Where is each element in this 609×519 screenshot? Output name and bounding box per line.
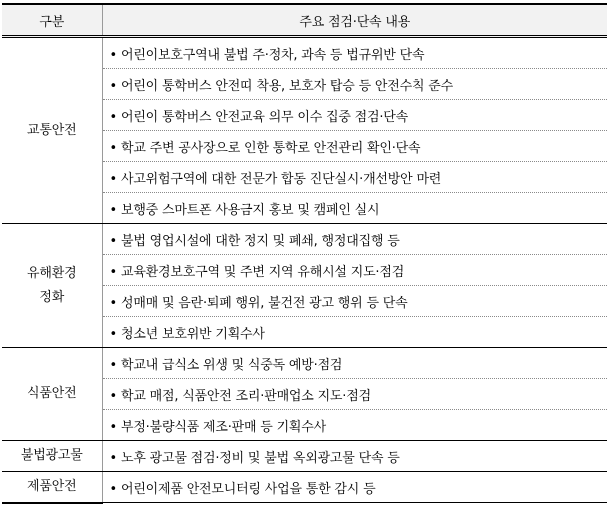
item-cell bbox=[102, 348, 607, 379]
inspection-table bbox=[2, 3, 607, 504]
bullet-icon: • bbox=[109, 109, 117, 125]
category-label: 정화 bbox=[39, 289, 65, 305]
item-cell bbox=[102, 472, 607, 503]
table-row bbox=[2, 348, 607, 379]
item-text: 학교내 급식소 위생 및 식중독 예방·점검 bbox=[120, 357, 343, 373]
category-label: 식품안전 bbox=[27, 386, 77, 401]
item-cell bbox=[102, 379, 607, 410]
item-cell bbox=[102, 317, 607, 348]
header-row bbox=[2, 4, 607, 37]
bullet-icon: • bbox=[109, 233, 117, 249]
bullet-icon: • bbox=[109, 388, 117, 404]
bullet-icon: • bbox=[109, 140, 117, 156]
item-text: 보행중 스마트폰 사용금지 홍보 및 캠페인 실시 bbox=[120, 202, 380, 218]
bullet-icon: • bbox=[109, 78, 117, 94]
item-cell bbox=[102, 224, 607, 255]
bullet-icon: • bbox=[109, 171, 117, 187]
header-category: 구분 bbox=[2, 4, 102, 37]
item-cell bbox=[102, 69, 607, 100]
category-label: 유해환경 bbox=[27, 265, 77, 281]
category-cell bbox=[2, 37, 102, 224]
item-text: 학교 주변 공사장으로 인한 통학로 안전관리 확인·단속 bbox=[120, 140, 421, 156]
category-cell bbox=[2, 472, 102, 503]
item-text: 불법 영업시설에 대한 정지 및 폐쇄, 행정대집행 등 bbox=[120, 233, 400, 249]
category-label: 불법광고물 bbox=[20, 448, 83, 463]
category-cell bbox=[2, 224, 102, 348]
item-text: 학교 매점, 식품안전 조리·판매업소 지도·점검 bbox=[120, 388, 371, 404]
item-cell bbox=[102, 162, 607, 193]
bullet-icon: • bbox=[109, 202, 117, 218]
bullet-icon: • bbox=[109, 419, 117, 435]
item-cell bbox=[102, 37, 607, 69]
table-row bbox=[2, 472, 607, 503]
bullet-icon: • bbox=[109, 450, 117, 466]
category-cell bbox=[2, 441, 102, 472]
item-text: 어린이보호구역내 불법 주·정차, 과속 등 법규위반 단속 bbox=[120, 47, 425, 63]
category-cell bbox=[2, 348, 102, 441]
category-label: 교통안전 bbox=[27, 122, 77, 138]
item-text: 어린이 통학버스 안전띠 착용, 보호자 탑승 등 안전수칙 준수 bbox=[120, 78, 453, 94]
item-cell bbox=[102, 131, 607, 162]
bullet-icon: • bbox=[109, 326, 117, 342]
item-cell bbox=[102, 441, 607, 472]
item-text: 어린이제품 안전모니터링 사업을 통한 감시 등 bbox=[120, 481, 376, 497]
item-cell bbox=[102, 100, 607, 131]
table-row bbox=[2, 224, 607, 255]
bullet-icon: • bbox=[109, 481, 117, 497]
bullet-icon: • bbox=[109, 295, 117, 311]
table-row bbox=[2, 441, 607, 472]
header-content: 주요 점검·단속 내용 bbox=[102, 4, 607, 37]
item-cell bbox=[102, 255, 607, 286]
item-text: 노후 광고물 점검·정비 및 불법 옥외광고물 단속 등 bbox=[120, 450, 400, 466]
item-text: 교육환경보호구역 및 주변 지역 유해시설 지도·점검 bbox=[120, 264, 405, 280]
item-text: 어린이 통학버스 안전교육 의무 이수 집중 점검·단속 bbox=[120, 109, 409, 125]
bullet-icon: • bbox=[109, 357, 117, 373]
item-text: 사고위험구역에 대한 전문가 합동 진단실시·개선방안 마련 bbox=[120, 171, 442, 187]
bullet-icon: • bbox=[109, 47, 117, 63]
item-text: 성매매 및 음란·퇴폐 행위, 불건전 광고 행위 등 단속 bbox=[120, 295, 408, 311]
item-cell bbox=[102, 193, 607, 224]
bullet-icon: • bbox=[109, 264, 117, 280]
item-cell bbox=[102, 410, 607, 441]
item-cell bbox=[102, 286, 607, 317]
category-label: 제품안전 bbox=[27, 478, 77, 494]
table-row bbox=[2, 37, 607, 69]
item-text: 청소년 보호위반 기획수사 bbox=[120, 326, 265, 342]
item-text: 부정·불량식품 제조·판매 등 기획수사 bbox=[120, 419, 327, 435]
